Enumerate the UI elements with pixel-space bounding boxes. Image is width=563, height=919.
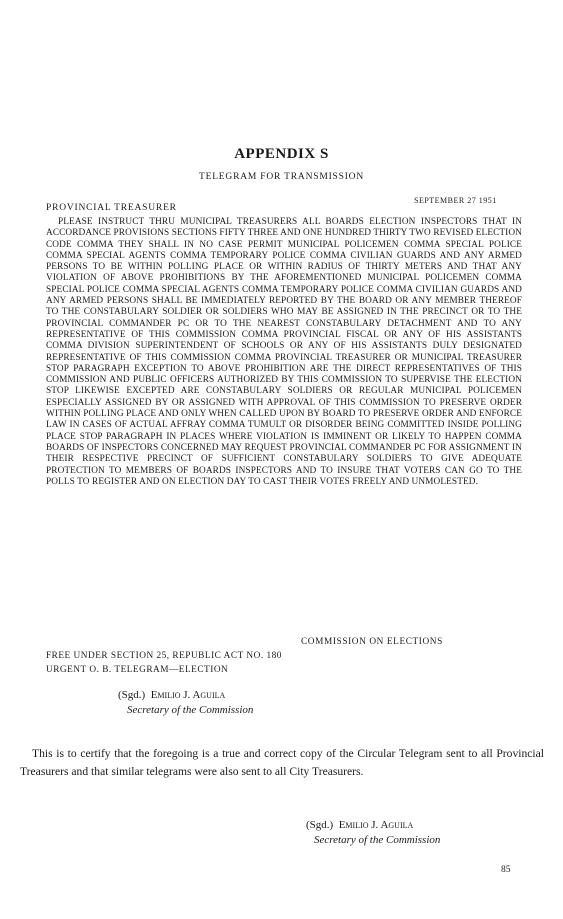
telegram-recipient: PROVINCIAL TREASURER	[46, 203, 177, 213]
telegram-date: SEPTEMBER 27 1951	[414, 196, 497, 205]
signatory-position: Secretary of the Commission	[127, 704, 254, 716]
signatory-name: Emilio J. Aguila	[338, 819, 414, 831]
signatory-position: Secretary of the Commission	[314, 834, 441, 846]
signature-block-2	[306, 819, 440, 846]
appendix-title: APPENDIX S	[234, 146, 329, 162]
signature-block-1	[118, 689, 253, 716]
commission-signature: COMMISSION ON ELECTIONS	[301, 637, 443, 647]
appendix-subtitle: TELEGRAM FOR TRANSMISSION	[199, 172, 364, 182]
free-under-note: FREE UNDER SECTION 25, REPUBLIC ACT NO. 180	[46, 651, 282, 661]
telegram-body: PLEASE INSTRUCT THRU MUNICIPAL TREASURERS ALL BOARDS ELECTION INSPECTORS THAT IN ACCORDANCE PROVISIONS SECTIONS FIFTY THREE AND ONE HUNDRED THIRTY TWO REVISED ELECTION CODE COMMA THEY SHALL IN NO CASE PERMIT MUNICIPAL POLICEMEN COMMA SPECIAL POLICE COMMA SPECIAL AGENTS COMMA TEMPORARY POLICE COMMA CIVILIAN GUARDS AND ANY ARMED PERSONS TO BE WITHIN POLLING PLACE OR WITHIN RADIUS OF THIRTY METERS AND THAT ANY VIOLATION OF ABOVE PROHIBITIONS BY THE AFOREMENTIONED MUNICIPAL POLICEMEN COMMA SPECIAL POLICE COMMA SPECIAL AGENTS COMMA TEMPORARY POLICE COMMA CIVILIAN GUARDS AND ANY ARMED PERSONS SHALL BE IMMEDIATELY REPORTED BY THE BOARD OR ANY MEMBER THEREOF TO THE CONSTABULARY SOLDIER OR SOLDIERS WHO MAY BE ASSIGNED IN THE PRECINCT OR TO THE PROVINCIAL COMMANDER PC OR TO THE NEAREST CONSTABULARY DETACHMENT AND TO ANY REPRESENTATIVE OF THIS COMMISSION COMMA PROVINCIAL FISCAL OR ANY OF HIS ASSISTANTS COMMA DIVISION SUPERINTENDENT OF SCHOOLS OR ANY OF HIS ASSISTANTS DULY DESIGNATED REPRESENTATIVE OF THIS COMMISSION COMMA PROVINCIAL TREASURER OR MUNICIPAL TREASURER STOP PARAGRAPH EXCEPTION TO ABOVE PROHIBITION ARE THE DIRECT REPRESENTATIVES OF THIS COMMISSION AND PUBLIC OFFICERS AUTHORIZED BY THIS COMMISSION TO SUPERVISE THE ELECTION STOP LIKEWISE EXCEPTED ARE CONSTABULARY SOLDIERS OR REGULAR MUNICIPAL POLICEMEN ESPECIALLY ASSIGNED BY OR ASSIGNED WITH APPROVAL OF THIS COMMISSION TO PRESERVE ORDER WITHIN POLLING PLACE AND ONLY WHEN CALLED UPON BY BOARD TO PRESERVE ORDER AND ENFORCE LAW IN CASES OF ACTUAL AFFRAY COMMA TUMULT OR DISORDER BEING COMMITTED INSIDE POLLING PLACE STOP PARAGRAPH IN PLACES WHERE VIOLATION IS IMMINENT OR LIKELY TO HAPPEN COMMA BOARDS OF INSPECTORS CONCERNED MAY REQUEST PROVINCIAL COMMANDER PC FOR ASSIGNMENT IN THEIR RESPECTIVE PRECINCT OF SUFFICIENT CONSTABULARY SOLDIERS TO GIVE ADEQUATE PROTECTION TO MEMBERS OF BOARDS INSPECTORS AND TO INSURE THAT VOTERS CAN GO TO THE POLLS TO REGISTER AND ON ELECTION DAY TO CAST THEIR VOTES FREELY AND UNMOLESTED.	[46, 217, 522, 487]
certification-paragraph: This is to certify that the foregoing is a true and correct copy of the Circular Telegram sent to all Provincial Treasurers and that similar telegrams were also sent to all City Treasurers.	[20, 747, 544, 778]
page-number: 85	[501, 865, 511, 875]
sgd-mark: (Sgd.)	[306, 819, 334, 831]
signatory-name: Emilio J. Aguila	[150, 689, 226, 701]
sgd-mark: (Sgd.)	[118, 689, 146, 701]
urgent-telegram-note: URGENT O. B. TELEGRAM—ELECTION	[46, 665, 229, 675]
